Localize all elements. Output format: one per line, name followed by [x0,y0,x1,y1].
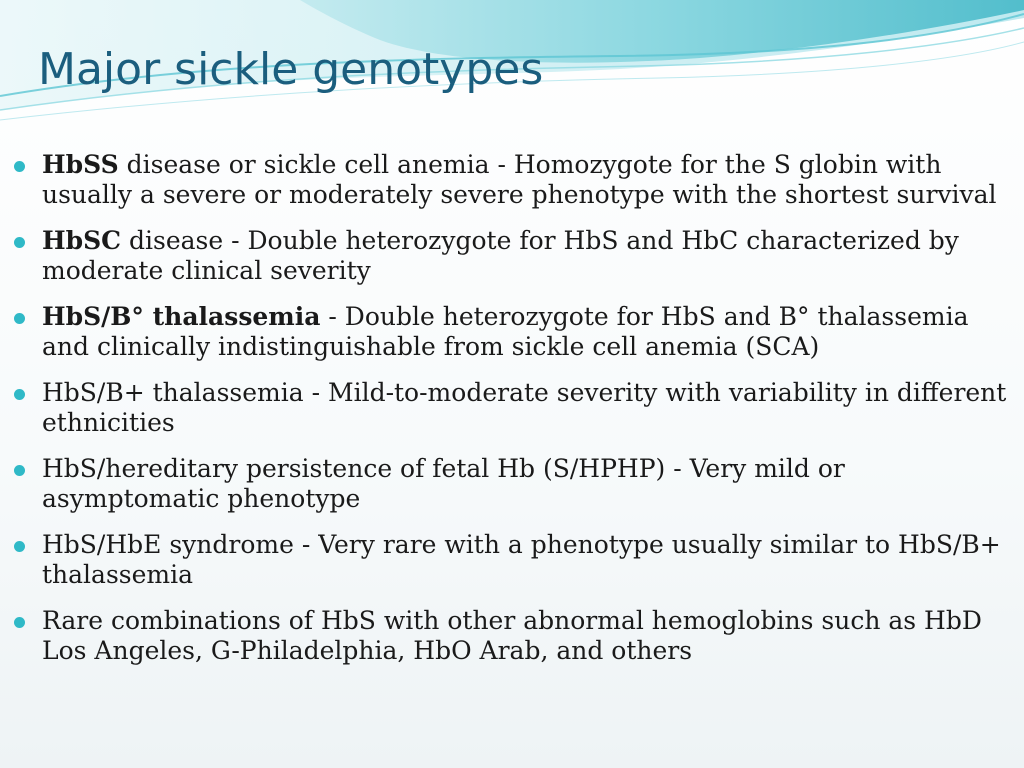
bullet-item [14,454,1014,514]
bullet-bold: HbSC [42,226,122,255]
bullet-dot-icon [14,389,25,400]
bullet-text: HbS/HbE syndrome - Very rare with a phenotype usually similar to HbS/B+ thalassemia [42,530,1001,589]
bullet-text: HbS/B+ thalassemia - Mild-to-moderate severity with variability in different ethnicities [42,378,1007,437]
bullet-dot-icon [14,465,25,476]
bullet-text: HbS/hereditary persistence of fetal Hb (S/HPHP) - Very mild or asymptomatic phenotype [42,454,845,513]
bullet-text: - Double heterozygote for HbS and B° thalassemia and clinically indistinguishable from sickle cell anemia (SCA) [42,302,969,361]
bullet-dot-icon [14,237,25,248]
bullet-bold: HbS/B° thalassemia [42,302,321,331]
bullet-item [14,530,1014,590]
bullet-bold: HbSS [42,150,119,179]
bullet-item [14,606,1014,666]
bullet-text: disease or sickle cell anemia - Homozygote for the S globin with usually a severe or moderately severe phenotype with the shortest survival [42,150,997,209]
bullet-text: disease - Double heterozygote for HbS and HbC characterized by moderate clinical severity [42,226,959,285]
bullet-list [14,150,1014,682]
bullet-dot-icon [14,161,25,172]
bullet-dot-icon [14,617,25,628]
bullet-item [14,226,1014,286]
bullet-dot-icon [14,313,25,324]
bullet-item [14,378,1014,438]
bullet-text: Rare combinations of HbS with other abnormal hemoglobins such as HbD Los Angeles, G-Philadelphia, HbO Arab, and others [42,606,982,665]
bullet-item [14,302,1014,362]
bullet-item [14,150,1014,210]
slide-title: Major sickle genotypes [38,44,544,95]
bullet-dot-icon [14,541,25,552]
